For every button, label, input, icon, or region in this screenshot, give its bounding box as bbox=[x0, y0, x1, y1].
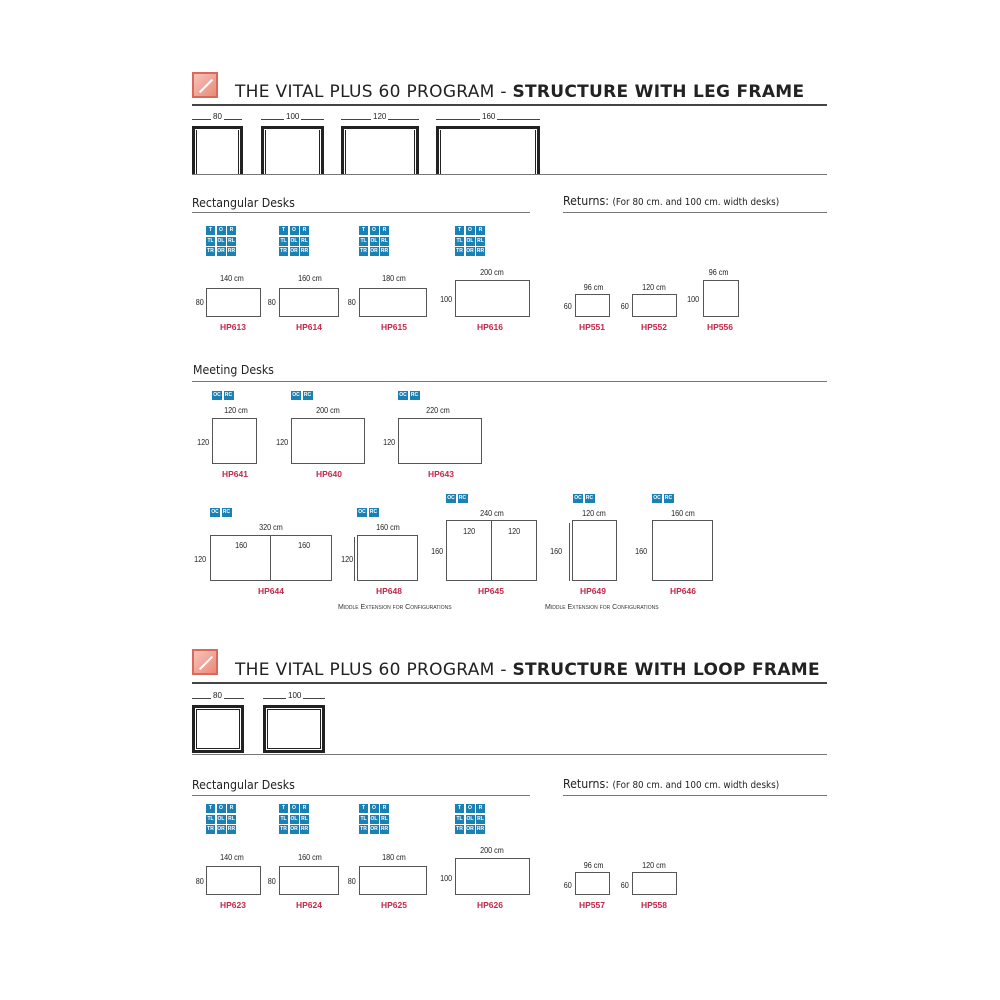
loop-frame-100 bbox=[263, 705, 325, 753]
desk-depth: 120 bbox=[341, 554, 354, 564]
product-code: HP556 bbox=[707, 322, 733, 332]
desk-depth: 100 bbox=[440, 294, 453, 304]
section-rule bbox=[192, 104, 827, 106]
rect-desks-rule bbox=[192, 212, 530, 213]
return-hp556 bbox=[703, 280, 739, 317]
desk-width: 120 cm bbox=[224, 405, 248, 415]
return-depth: 60 bbox=[620, 880, 629, 890]
segment-width: 160 bbox=[298, 540, 311, 550]
product-code: HP649 bbox=[580, 586, 606, 596]
config-icon-pair: OC RC bbox=[447, 495, 467, 501]
config-icon-grid: T O R TL OL RL TR OR RR bbox=[360, 227, 389, 254]
desk-depth: 120 bbox=[383, 437, 396, 447]
desk-width: 320 cm bbox=[259, 522, 283, 532]
config-icon-pair: OC RC bbox=[653, 495, 673, 501]
product-code: HP626 bbox=[477, 900, 503, 910]
desk-hp624 bbox=[279, 866, 339, 895]
return-hp551 bbox=[575, 294, 610, 317]
desk-depth: 100 bbox=[440, 873, 453, 883]
section-rule bbox=[192, 682, 827, 684]
config-icon-grid: T O R TL OL RL TR OR RR bbox=[360, 805, 389, 832]
return-depth: 100 bbox=[687, 294, 700, 304]
frame-width-100: 100 bbox=[286, 112, 300, 121]
desk-width: 200 cm bbox=[480, 845, 504, 855]
desk-hp643 bbox=[398, 418, 482, 464]
desk-hp626 bbox=[455, 858, 530, 895]
product-code: HP641 bbox=[222, 469, 248, 479]
leg-frame-120 bbox=[341, 126, 419, 174]
config-icon-pair: OC RC bbox=[213, 392, 233, 398]
rect-desks-heading: Rectangular Desks bbox=[192, 777, 295, 792]
segment-width: 120 bbox=[463, 526, 476, 536]
product-code: HP648 bbox=[376, 586, 402, 596]
segment-width: 120 bbox=[508, 526, 521, 536]
leg-frame-100 bbox=[261, 126, 324, 174]
meeting-desks-heading: Meeting Desks bbox=[193, 362, 274, 377]
config-icon-grid: T O R TL OL RL TR OR RR bbox=[280, 227, 309, 254]
return-width: 120 cm bbox=[642, 282, 666, 292]
config-icon-grid: T O R TL OL RL TR OR RR bbox=[207, 805, 236, 832]
return-width: 96 cm bbox=[708, 267, 729, 277]
desk-depth: 80 bbox=[195, 297, 204, 307]
product-code: HP623 bbox=[220, 900, 246, 910]
product-code: HP643 bbox=[428, 469, 454, 479]
desk-width: 160 cm bbox=[376, 522, 400, 532]
desk-depth: 160 bbox=[431, 546, 444, 556]
config-icon-grid: T O R TL OL RL TR OR RR bbox=[456, 805, 485, 832]
brand-logo-icon bbox=[192, 649, 218, 675]
return-hp558 bbox=[632, 872, 677, 895]
desk-depth: 120 bbox=[194, 554, 207, 564]
returns-rule bbox=[563, 795, 827, 796]
config-icon-grid: T O R TL OL RL TR OR RR bbox=[280, 805, 309, 832]
config-icon-pair: OC RC bbox=[574, 495, 594, 501]
desk-depth: 80 bbox=[267, 876, 276, 886]
desk-width: 180 cm bbox=[382, 852, 406, 862]
desk-hp648 bbox=[357, 535, 418, 581]
desk-depth: 80 bbox=[267, 297, 276, 307]
frame-width-80: 80 bbox=[213, 691, 222, 700]
return-hp557 bbox=[575, 872, 610, 895]
desk-depth: 120 bbox=[197, 437, 210, 447]
product-code: HP614 bbox=[296, 322, 322, 332]
desk-hp625 bbox=[359, 866, 427, 895]
desk-depth: 80 bbox=[347, 876, 356, 886]
desk-depth: 120 bbox=[276, 437, 289, 447]
product-code: HP640 bbox=[316, 469, 342, 479]
desk-width: 120 cm bbox=[582, 508, 606, 518]
desk-width: 240 cm bbox=[480, 508, 504, 518]
meeting-desks-rule bbox=[192, 381, 827, 382]
desk-hp640 bbox=[291, 418, 365, 464]
return-depth: 60 bbox=[620, 301, 629, 311]
config-icon-pair: OC RC bbox=[358, 509, 378, 515]
desk-width: 160 cm bbox=[298, 273, 322, 283]
desk-hp615 bbox=[359, 288, 427, 317]
product-code: HP624 bbox=[296, 900, 322, 910]
product-code: HP557 bbox=[579, 900, 605, 910]
desk-split bbox=[270, 535, 271, 581]
config-icon-grid: T O R TL OL RL TR OR RR bbox=[456, 227, 485, 254]
frame-width-100: 100 bbox=[288, 691, 302, 700]
loop-frame-80 bbox=[192, 705, 244, 753]
desk-width: 160 cm bbox=[671, 508, 695, 518]
desk-width: 220 cm bbox=[426, 405, 450, 415]
desk-depth: 160 bbox=[550, 546, 563, 556]
config-icon-pair: OC RC bbox=[211, 509, 231, 515]
desk-hp644 bbox=[210, 535, 332, 581]
rect-desks-heading: Rectangular Desks bbox=[192, 195, 295, 210]
desk-hp616 bbox=[455, 280, 530, 317]
desk-hp646 bbox=[652, 520, 713, 581]
desk-hp649 bbox=[572, 520, 617, 581]
leg-frame-160 bbox=[436, 126, 540, 174]
return-width: 96 cm bbox=[583, 860, 604, 870]
product-code: HP616 bbox=[477, 322, 503, 332]
frame-width-80: 80 bbox=[213, 112, 222, 121]
return-width: 120 cm bbox=[642, 860, 666, 870]
frame-width-120: 120 bbox=[373, 112, 387, 121]
desk-hp641 bbox=[212, 418, 257, 464]
product-code: HP552 bbox=[641, 322, 667, 332]
rect-desks-rule bbox=[192, 795, 530, 796]
brand-logo-icon bbox=[192, 72, 218, 98]
frame-baseline bbox=[192, 174, 827, 175]
desk-split bbox=[491, 520, 492, 581]
desk-width: 200 cm bbox=[316, 405, 340, 415]
returns-heading: Returns: (For 80 cm. and 100 cm. width desks) bbox=[563, 193, 780, 208]
desk-hp613 bbox=[206, 288, 261, 317]
config-icon-pair: OC RC bbox=[292, 392, 312, 398]
section-title-leg-frame: THE VITAL PLUS 60 PROGRAM - STRUCTURE WITH LEG FRAME bbox=[235, 82, 805, 102]
desk-hp614 bbox=[279, 288, 339, 317]
frame-width-160: 160 bbox=[482, 112, 496, 121]
desk-width: 140 cm bbox=[220, 852, 244, 862]
return-depth: 60 bbox=[563, 301, 572, 311]
desk-width: 200 cm bbox=[480, 267, 504, 277]
product-code: HP644 bbox=[258, 586, 284, 596]
product-code: HP645 bbox=[478, 586, 504, 596]
return-width: 96 cm bbox=[583, 282, 604, 292]
desk-width: 180 cm bbox=[382, 273, 406, 283]
leg-frame-80 bbox=[192, 126, 243, 174]
product-code: HP551 bbox=[579, 322, 605, 332]
section-title-loop-frame: THE VITAL PLUS 60 PROGRAM - STRUCTURE WITH LOOP FRAME bbox=[235, 660, 820, 680]
desk-hp623 bbox=[206, 866, 261, 895]
middle-extension-note: Middle Extension for Configurations bbox=[545, 604, 659, 611]
product-code: HP558 bbox=[641, 900, 667, 910]
product-code: HP615 bbox=[381, 322, 407, 332]
product-code: HP625 bbox=[381, 900, 407, 910]
desk-depth: 80 bbox=[347, 297, 356, 307]
frame-baseline bbox=[192, 754, 827, 755]
return-hp552 bbox=[632, 294, 677, 317]
config-icon-grid: T O R TL OL RL TR OR RR bbox=[207, 227, 236, 254]
desk-width: 140 cm bbox=[220, 273, 244, 283]
returns-rule bbox=[563, 212, 827, 213]
returns-heading: Returns: (For 80 cm. and 100 cm. width desks) bbox=[563, 776, 780, 791]
desk-width: 160 cm bbox=[298, 852, 322, 862]
product-code: HP613 bbox=[220, 322, 246, 332]
return-depth: 60 bbox=[563, 880, 572, 890]
config-icon-pair: OC RC bbox=[399, 392, 419, 398]
segment-width: 160 bbox=[235, 540, 248, 550]
extension-edge bbox=[569, 523, 570, 581]
product-code: HP646 bbox=[670, 586, 696, 596]
desk-depth: 160 bbox=[635, 546, 648, 556]
extension-edge bbox=[354, 537, 355, 581]
desk-depth: 80 bbox=[195, 876, 204, 886]
middle-extension-note: Middle Extension for Configurations bbox=[338, 604, 452, 611]
